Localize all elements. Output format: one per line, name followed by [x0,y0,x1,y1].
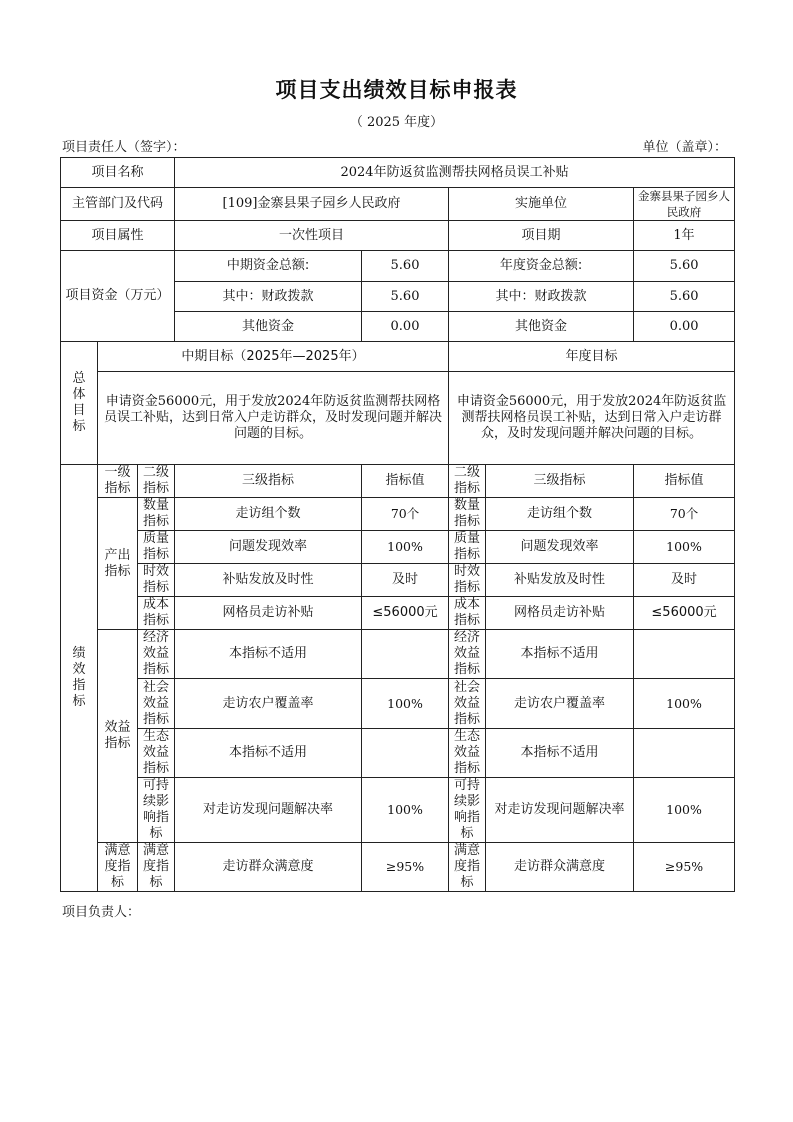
mid-fiscal-label: 其中：财政拨款 [175,282,362,312]
row-l3: 本指标不适用 [175,630,362,679]
year-total-value: 5.60 [634,251,735,282]
year-line: （ 2025 年度） [349,115,444,130]
row-year-l2: 经济效益指标 [449,630,486,679]
perf-row [61,729,735,778]
row-perf-header [61,465,735,498]
year-goal-text: 申请资金56000元，用于发放2024年防返贫监测帮扶网格员误工补贴，达到日常入户走访群众，及时发现问题并解决问题的目标。 [449,372,735,465]
row-year-l3: 网格员走访补贴 [486,597,634,630]
attr-value: 一次性项目 [175,221,449,251]
mid-other-label: 其他资金 [175,312,362,342]
period-label: 项目期 [449,221,634,251]
row-year-l2: 成本指标 [449,597,486,630]
row-value: 100% [362,778,449,843]
attr-label: 项目属性 [61,221,175,251]
year-fiscal-value: 5.60 [634,282,735,312]
h-year-value: 指标值 [634,465,735,498]
row-year-value: 100% [634,531,735,564]
year-goal-header: 年度目标 [449,342,735,372]
row-year-l3: 本指标不适用 [486,630,634,679]
row-l2: 社会效益指标 [138,679,175,729]
perf-row [61,564,735,597]
output-label: 产出指标 [98,498,138,630]
row-l2: 数量指标 [138,498,175,531]
perf-row [61,531,735,564]
row-l2: 可持续影响指标 [138,778,175,843]
row-l2: 生态效益指标 [138,729,175,778]
perf-row [61,597,735,630]
project-name-value: 2024年防返贫监测帮扶网格员误工补贴 [175,158,735,188]
funds-label: 项目资金（万元） [61,251,175,342]
row-year-l3: 本指标不适用 [486,729,634,778]
project-name-label: 项目名称 [61,158,175,188]
mid-goal-header: 中期目标（2025年—2025年） [98,342,449,372]
performance-form-table [60,157,735,892]
year-fiscal-label: 其中：财政拨款 [449,282,634,312]
period-value: 1年 [634,221,735,251]
row-year-value: 100% [634,778,735,843]
row-year-l2: 时效指标 [449,564,486,597]
mid-fiscal-value: 5.60 [362,282,449,312]
row-year-l2: 质量指标 [449,531,486,564]
row-l3: 走访群众满意度 [175,843,362,892]
row-year-l2: 社会效益指标 [449,679,486,729]
row-year-value: 70个 [634,498,735,531]
row-value: 100% [362,679,449,729]
row-year-l2: 满意度指标 [449,843,486,892]
perf-label: 绩效指标 [61,465,98,892]
responsible-label: 项目责任人（签字）： [62,140,186,155]
row-year-l3: 走访组个数 [486,498,634,531]
row-attr [61,221,735,251]
row-year-l3: 问题发现效率 [486,531,634,564]
row-l3: 问题发现效率 [175,531,362,564]
row-value [362,729,449,778]
impl-unit-label: 实施单位 [449,188,634,221]
row-l2: 质量指标 [138,531,175,564]
year-other-label: 其他资金 [449,312,634,342]
row-year-value: ≤56000元 [634,597,735,630]
h-value: 指标值 [362,465,449,498]
row-value: 70个 [362,498,449,531]
row-year-l2: 数量指标 [449,498,486,531]
perf-row [61,498,735,531]
h-level2: 二级指标 [138,465,175,498]
row-value [362,630,449,679]
perf-row [61,778,735,843]
h-level1: 一级指标 [98,465,138,498]
row-l3: 本指标不适用 [175,729,362,778]
row-dept [61,188,735,221]
year-total-label: 年度资金总额: [449,251,634,282]
row-year-value: 100% [634,679,735,729]
year-other-value: 0.00 [634,312,735,342]
mid-goal-text: 申请资金56000元，用于发放2024年防返贫监测帮扶网格员误工补贴，达到日常入户走访群众，及时发现问题并解决问题的目标。 [98,372,449,465]
row-goals-header [61,342,735,372]
row-funds-total [61,251,735,282]
row-goals-text [61,372,735,465]
row-project-name [61,158,735,188]
perf-row [61,630,735,679]
row-year-value: ≥95% [634,843,735,892]
goals-label: 总体目标 [61,342,98,465]
perf-row [61,843,735,892]
row-l2: 经济效益指标 [138,630,175,679]
unit-seal-label: 单位（盖章）： [642,140,727,155]
h-year-level3: 三级指标 [486,465,634,498]
h-level3: 三级指标 [175,465,362,498]
h-year-level2: 二级指标 [449,465,486,498]
dept-label: 主管部门及代码 [61,188,175,221]
row-year-l3: 补贴发放及时性 [486,564,634,597]
row-l2: 成本指标 [138,597,175,630]
row-l3: 走访农户覆盖率 [175,679,362,729]
form-title: 项目支出绩效目标申报表 [275,78,518,102]
row-l3: 网格员走访补贴 [175,597,362,630]
row-value: 100% [362,531,449,564]
row-year-value [634,630,735,679]
row-l2: 时效指标 [138,564,175,597]
row-l3: 走访组个数 [175,498,362,531]
row-value: ≥95% [362,843,449,892]
mid-total-label: 中期资金总额: [175,251,362,282]
row-year-value [634,729,735,778]
row-value: ≤56000元 [362,597,449,630]
row-l2: 满意度指标 [138,843,175,892]
row-year-l3: 对走访发现问题解决率 [486,778,634,843]
row-year-l2: 可持续影响指标 [449,778,486,843]
row-year-l2: 生态效益指标 [449,729,486,778]
row-l3: 补贴发放及时性 [175,564,362,597]
mid-other-value: 0.00 [362,312,449,342]
row-year-l3: 走访群众满意度 [486,843,634,892]
footer-responsible-label: 项目负责人： [62,905,141,920]
perf-row [61,679,735,729]
row-value: 及时 [362,564,449,597]
mid-total-value: 5.60 [362,251,449,282]
row-year-l3: 走访农户覆盖率 [486,679,634,729]
dept-value: [109]金寨县果子园乡人民政府 [175,188,449,221]
row-l3: 对走访发现问题解决率 [175,778,362,843]
impl-unit-value: 金寨县果子园乡人民政府 [634,188,735,221]
row-year-value: 及时 [634,564,735,597]
satisfaction-label: 满意度指标 [98,843,138,892]
effect-label: 效益指标 [98,630,138,843]
